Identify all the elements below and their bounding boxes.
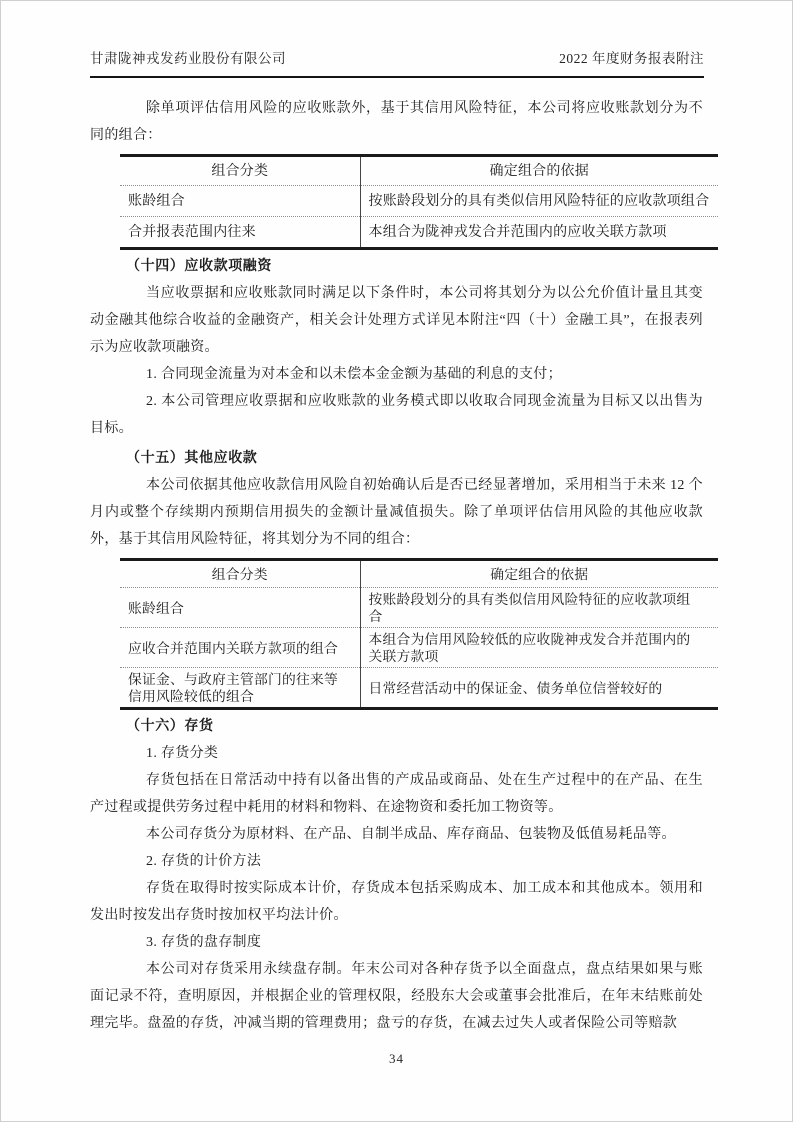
table-row bbox=[120, 668, 718, 709]
table-row bbox=[120, 186, 718, 217]
inventory-sub-2-heading: 2. 存货的计价方法 bbox=[146, 854, 262, 869]
table-header-row bbox=[120, 560, 718, 588]
table-cell: 应收合并范围内关联方款项的组合 bbox=[120, 628, 360, 668]
column-header-portfolio-class: 组合分类 bbox=[120, 156, 360, 186]
table-cell: 按账龄段划分的具有类似信用风险特征的应收款项组合 bbox=[368, 592, 691, 624]
section-15-paragraph: 本公司依据其他应收款信用风险自初始确认后是否已经显著增加，采用相当于未来 12 个月内或整个存续期内预期信用损失的金额计量减值损失。除了单项评估信用风险的其他应收款外，基于其信用风险特征，将其划分为不同的组合： bbox=[90, 478, 703, 547]
inventory-sub-1-paragraph-1: 存货包括在日常活动中持有以备出售的产成品或商品、处在生产过程中的在产品、在生产过程或提供劳务过程中耗用的材料和物料、在途物资和委托加工物资等。 bbox=[90, 773, 703, 815]
section-16-heading: （十六）存货 bbox=[126, 719, 214, 734]
page-header bbox=[90, 47, 704, 78]
inventory-sub-3-heading: 3. 存货的盘存制度 bbox=[146, 935, 262, 950]
intro-paragraph: 除单项评估信用风险的应收账款外，基于其信用风险特征，本公司将应收账款划分为不同的组合： bbox=[90, 101, 703, 143]
column-header-portfolio-basis: 确定组合的依据 bbox=[489, 164, 589, 179]
table-header-row bbox=[120, 156, 718, 186]
table-row bbox=[120, 217, 718, 249]
section-14-item-1: 1. 合同现金流量为对本金和以未偿本金金额为基础的利息的支付； bbox=[146, 367, 562, 382]
section-14-paragraph: 当应收票据和应收账款同时满足以下条件时，本公司将其划分为以公允价值计量且其变动金融其他综合收益的金融资产，相关会计处理方式详见本附注“四（十）金融工具”，在报表列示为应收款项融资。 bbox=[90, 286, 703, 355]
table-cell: 日常经营活动中的保证金、债务单位信誉较好的 bbox=[368, 680, 663, 696]
header-company-name: 甘肃陇神戎发药业股份有限公司 bbox=[90, 51, 286, 66]
inventory-sub-3-paragraph: 本公司对存货采用永续盘存制。年末公司对各种存货予以全面盘点，盘点结果如果与账面记录不符，查明原因，并根据企业的管理权限，经股东大会或董事会批准后，在年末结账前处理完毕。盘盈的存货，冲减当期的管理费用；盘亏的存货，在减去过失人或者保险公司等赔款 bbox=[90, 962, 703, 1031]
page-content bbox=[90, 75, 710, 1037]
inventory-sub-1-heading: 1. 存货分类 bbox=[146, 746, 219, 761]
table-cell: 按账龄段划分的具有类似信用风险特征的应收款项组合 bbox=[368, 194, 710, 209]
table-cell: 本组合为信用风险较低的应收陇神戎发合并范围内的关联方款项 bbox=[368, 632, 691, 664]
column-header-portfolio-basis: 确定组合的依据 bbox=[490, 567, 589, 582]
table-cell: 账龄组合 bbox=[120, 186, 360, 217]
section-14-item-2: 2. 本公司管理应收票据和应收账款的业务模式即以收取合同现金流量为目标又以出售为目标。 bbox=[90, 394, 703, 436]
inventory-sub-1-paragraph-2: 本公司存货分为原材料、在产品、自制半成品、库存商品、包装物及低值易耗品等。 bbox=[146, 827, 676, 842]
inventory-sub-2-paragraph: 存货在取得时按实际成本计价，存货成本包括采购成本、加工成本和其他成本。领用和发出时按发出存货时按加权平均法计价。 bbox=[90, 881, 703, 923]
table-row bbox=[120, 588, 718, 628]
header-report-title: 2022 年度财务报表附注 bbox=[559, 51, 704, 66]
section-14-heading: （十四）应收款项融资 bbox=[126, 259, 272, 274]
table-cell: 合并报表范围内往来 bbox=[120, 217, 360, 249]
page-footer bbox=[1, 1051, 792, 1067]
table-cell: 账龄组合 bbox=[120, 588, 360, 628]
table-cell: 本组合为陇神戎发合并范围内的应收关联方款项 bbox=[368, 225, 667, 240]
receivables-portfolio-table bbox=[120, 154, 718, 250]
other-receivables-portfolio-table bbox=[120, 558, 718, 710]
section-15-heading: （十五）其他应收款 bbox=[126, 451, 258, 466]
table-cell: 保证金、与政府主管部门的往来等信用风险较低的组合 bbox=[120, 668, 360, 709]
column-header-portfolio-class: 组合分类 bbox=[120, 560, 360, 588]
table-row bbox=[120, 628, 718, 668]
page-number: 34 bbox=[389, 1051, 404, 1066]
